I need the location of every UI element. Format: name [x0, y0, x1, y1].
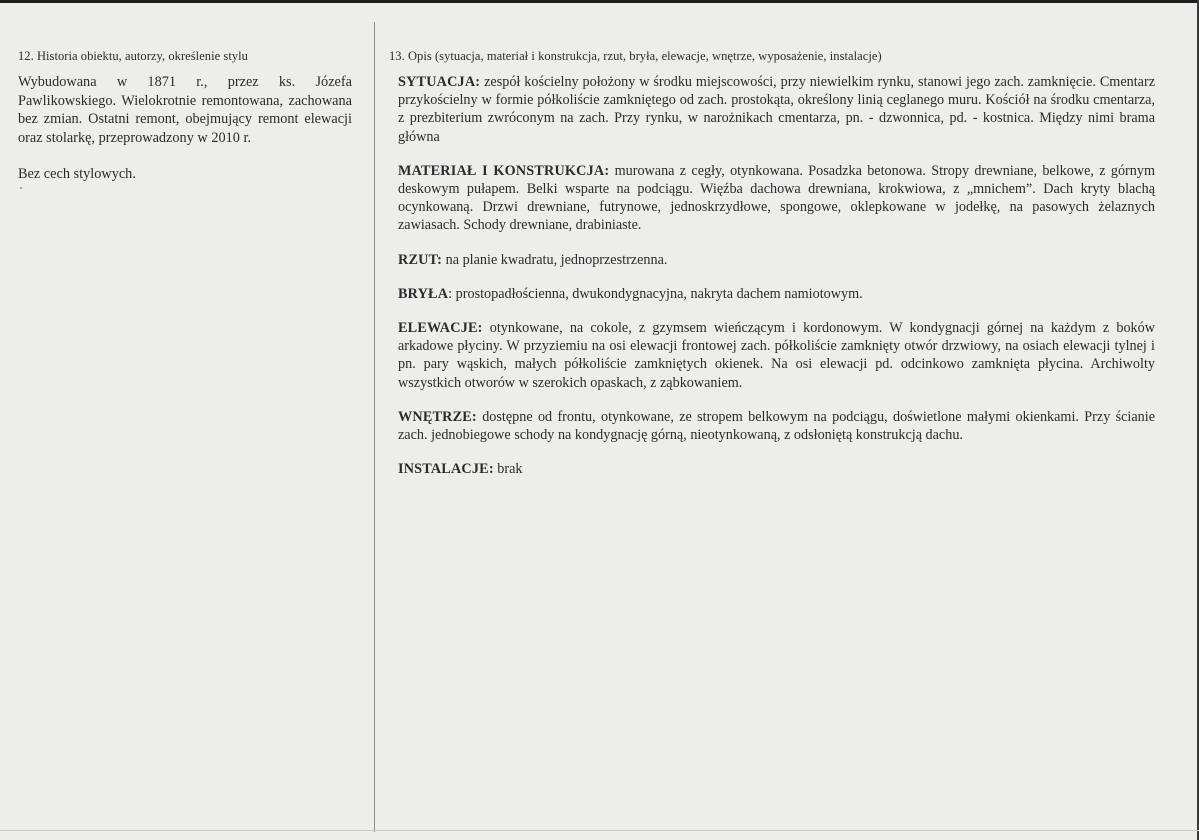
entry-text: zespół kościelny położony w środku miejscowości, przy niewielkim rynku, stanowi jego zach. zamknięcie. Cmentarz przykościelny w formie półkoliście zamkniętego od zach. prostokąta, określony linią ceglanego muru. Kościół na środku cmentarza, z prezbiterium zwróconym na zach. Przy rynku, w narożnikach cmentarza, pn. - dzwonnica, pd. - kostnica. Między nimi brama główna [398, 74, 1155, 145]
column-divider [374, 22, 375, 832]
history-section [18, 48, 352, 184]
scan-speck [20, 187, 22, 189]
entry-text: na planie kwadratu, jednoprzestrzenna. [445, 251, 668, 268]
entry-label: WNĘTRZE: [398, 408, 477, 425]
entry-label: ELEWACJE: [398, 320, 483, 337]
history-heading: 12. Historia obiektu, autorzy, określenie stylu [18, 49, 248, 63]
bottom-rule [0, 830, 1199, 831]
entry-instalacje [398, 460, 1155, 478]
entry-text: otynkowane, na cokole, z gzymsem wieńczącym i kordonowym. W kondygnacji górnej na każdym z boków arkadowe płyciny. W przyziemiu na osi elewacji frontowej zach. półkoliście zamknięty otwór drzwiowy, na osiach elewacji tylnej i pn. pary wąskich, małych półkoliście zamkniętych okienek. Na osi elewacji pd. odcinkowo zamknięta płycina. Archiwolty wszystkich otworów w szerokich opaskach, z ząbkowaniem. [398, 320, 1155, 391]
description-heading: 13. Opis (sytuacja, materiał i konstrukcja, rzut, bryła, elewacje, wnętrze, wyposażenie, instalacje) [389, 49, 882, 63]
style-paragraph: Bez cech stylowych. [18, 166, 136, 183]
entry-elewacje [398, 319, 1155, 392]
entry-rzut [398, 251, 1155, 269]
entry-bryla [398, 285, 1155, 303]
entry-text: dostępne od frontu, otynkowane, ze stropem belkowym na podciągu, doświetlone małymi okienkami. Przy ścianie zach. jednobiegowe schody na kondygnację górną, nieotynkowaną, z odsłoniętą konstrukcją dachu. [398, 408, 1156, 444]
entry-material [398, 162, 1155, 235]
entry-label: RZUT: [398, 251, 443, 268]
top-border [0, 0, 1199, 3]
entry-text: brak [497, 461, 523, 478]
history-paragraph: Wybudowana w 1871 r., przez ks. Józefa Pawlikowskiego. Wielokrotnie remontowana, zachowana bez zmian. Ostatni remont, obejmujący remont elewacji oraz stolarkę, przeprowadzony w 2010 r. [18, 74, 352, 146]
description-section [389, 48, 1155, 494]
entry-label: BRYŁA [398, 285, 449, 302]
entry-label: SYTUACJA: [398, 74, 481, 90]
entry-text: : prostopadłościenna, dwukondygnacyjna, nakryta dachem namiotowym. [448, 285, 863, 302]
entry-sytuacja [398, 73, 1155, 146]
entry-text: murowana z cegły, otynkowana. Posadzka betonowa. Stropy drewniane, belkowe, z górnym deskowym pułapem. Belki wsparte na podciągu. Więźba dachowa drewniana, krokwiowa, z „mnichem”. Dach kryty blachą ocynkowaną. Drzwi drewniane, futrynowe, jednoskrzydłowe, spongowe, oklepkowane w jodełkę, na pasowych żelaznych zawiasach. Schody drewniane, drabiniaste. [398, 162, 1156, 234]
entry-label: INSTALACJE: [398, 461, 494, 478]
entry-wnetrze [398, 408, 1155, 444]
entry-label: MATERIAŁ I KONSTRUKCJA: [398, 162, 610, 179]
